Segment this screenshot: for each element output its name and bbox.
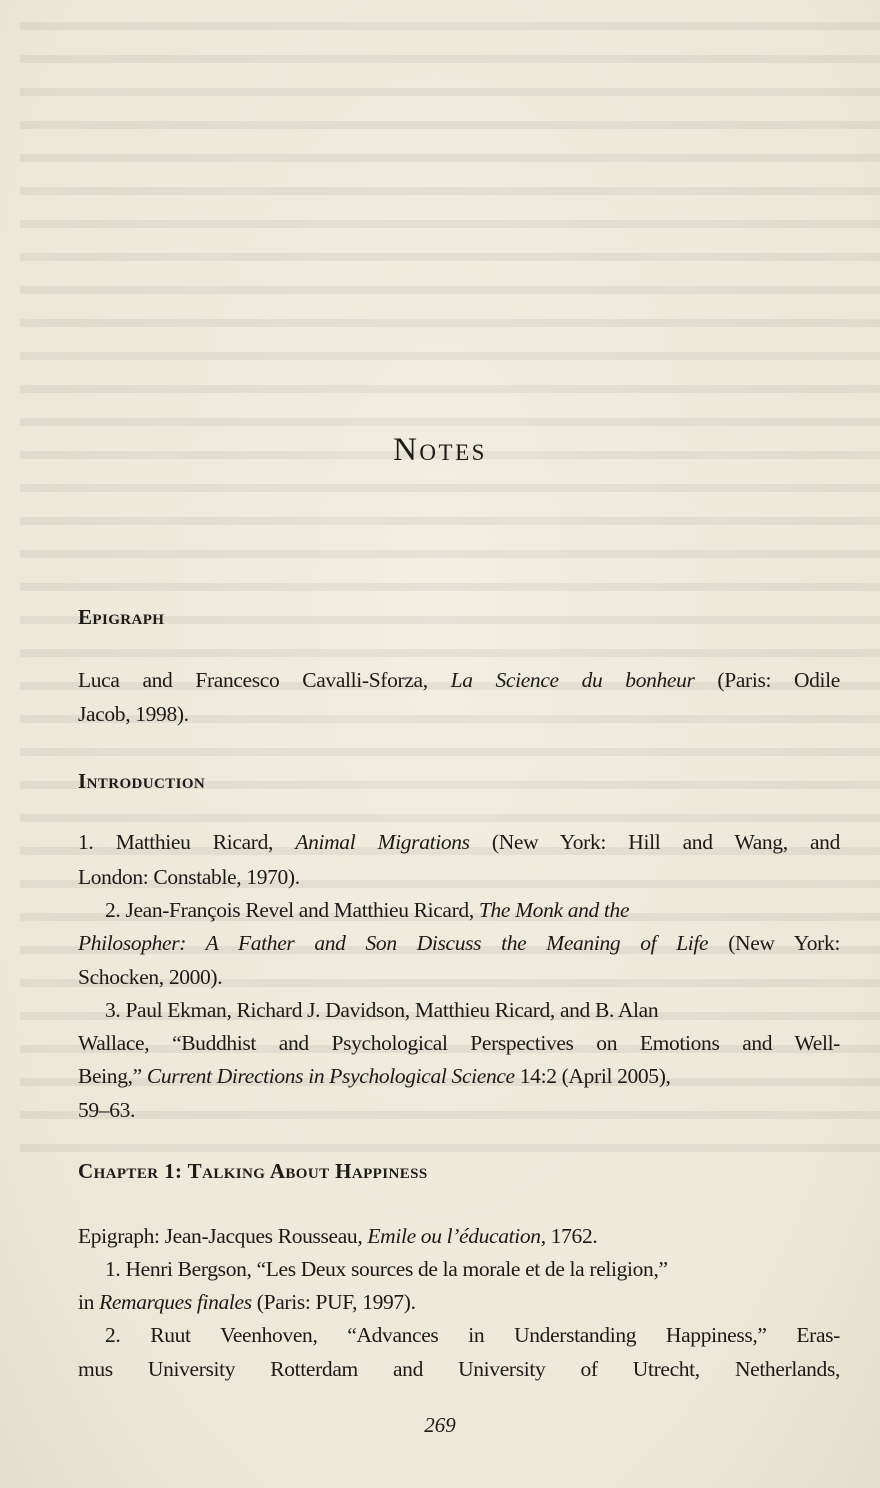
italic-title: Animal Migrations xyxy=(295,830,470,854)
italic-title: Philosopher: A Father and Son Discuss the Meaning of Life xyxy=(78,931,709,955)
text-run: 59–63. xyxy=(78,1098,136,1122)
text-run: , 1762. xyxy=(540,1224,598,1248)
text-run: (Paris: PUF, 1997). xyxy=(251,1290,416,1314)
text-run: Wallace, “Buddhist and Psychological Perspectives on Emotions and Well- xyxy=(78,1031,840,1055)
text-run: Jacob, 1998). xyxy=(78,702,189,726)
text-run: 1. Henri Bergson, “Les Deux sources de la morale et de la religion,” xyxy=(105,1257,668,1281)
text-run: Epigraph xyxy=(78,605,165,629)
text-run: 2. Ruut Veenhoven, “Advances in Understanding Happiness,” Eras- xyxy=(105,1323,840,1347)
note-line xyxy=(78,1095,840,1125)
note-line xyxy=(78,827,840,857)
note-line xyxy=(78,1221,840,1251)
text-run: 14:2 (April 2005), xyxy=(514,1064,671,1088)
note-line xyxy=(78,699,840,729)
note-line xyxy=(78,665,840,695)
note-line xyxy=(78,1254,840,1284)
page-number: 269 xyxy=(424,1413,456,1437)
note-line xyxy=(78,928,840,958)
text-run: 1. Matthieu Ricard, xyxy=(78,830,296,854)
text-run: Introduction xyxy=(78,769,206,793)
text-run: Luca and Francesco Cavalli-Sforza, xyxy=(78,668,451,692)
note-line xyxy=(78,1287,840,1317)
text-run: (Paris: Odile xyxy=(694,668,840,692)
text-run: mus University Rotterdam and University of Utrecht, Netherlands, xyxy=(78,1357,840,1381)
section-heading xyxy=(78,1156,840,1186)
text-run: (New York: Hill and Wang, and xyxy=(469,830,840,854)
text-run: 3. Paul Ekman, Richard J. Davidson, Matthieu Ricard, and B. Alan xyxy=(105,998,659,1022)
text-run: Chapter 1: Talking About Happiness xyxy=(78,1159,428,1183)
note-line xyxy=(78,862,840,892)
section-heading xyxy=(78,602,840,632)
note-line xyxy=(78,895,840,925)
text-run: (New York: xyxy=(708,931,840,955)
italic-title: Remarques finales xyxy=(99,1290,252,1314)
note-line xyxy=(78,1061,840,1091)
text-run: London: Constable, 1970). xyxy=(78,865,300,889)
note-line xyxy=(78,1354,840,1384)
italic-title: La Science du bonheur xyxy=(450,668,695,692)
italic-title: Emile ou l’éducation xyxy=(367,1224,541,1248)
text-run: Schocken, 2000). xyxy=(78,965,223,989)
section-heading xyxy=(78,766,840,796)
text-run: Epigraph: Jean-Jacques Rousseau, xyxy=(78,1224,368,1248)
note-line xyxy=(78,1320,840,1350)
text-run: in xyxy=(78,1290,100,1314)
text-run: 2. Jean-François Revel and Matthieu Ricard, xyxy=(105,898,479,922)
note-line xyxy=(78,1028,840,1058)
text-run: Being,” xyxy=(78,1064,147,1088)
page-title: Notes xyxy=(393,432,487,468)
note-line xyxy=(78,995,840,1025)
note-line xyxy=(78,962,840,992)
italic-title: Current Directions in Psychological Science xyxy=(146,1064,515,1088)
italic-title: The Monk and the xyxy=(478,898,630,922)
